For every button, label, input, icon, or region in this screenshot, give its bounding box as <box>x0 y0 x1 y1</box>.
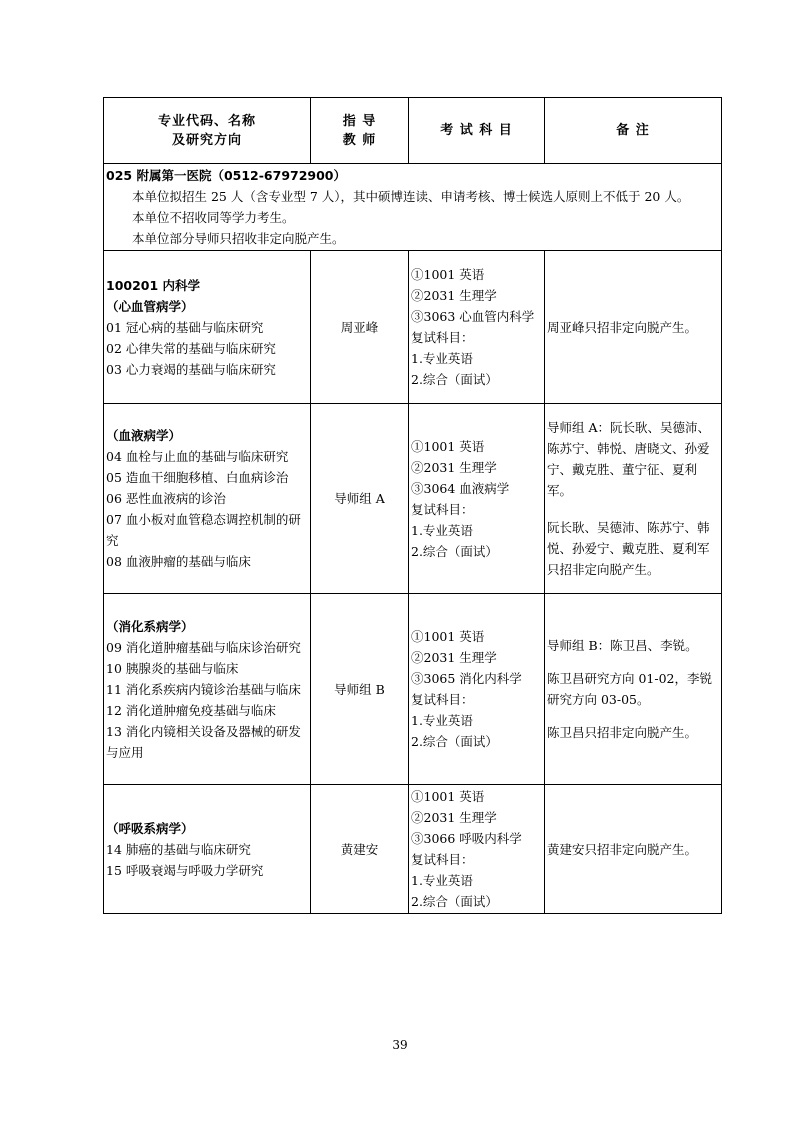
unit-note: 本单位部分导师只招收非定向脱产生。 <box>132 231 345 246</box>
direction-item: 01 冠心病的基础与临床研究 <box>106 319 264 335</box>
exam-item: 复试科目： <box>411 692 474 707</box>
exam-item: ①1001 英语 <box>411 438 485 454</box>
exam-item: 1.专业英语 <box>411 522 473 538</box>
exam-item: ③3066 呼吸内科学 <box>411 831 522 846</box>
table-header-row <box>104 98 722 164</box>
exam-item: ②2031 生理学 <box>411 288 497 303</box>
unit-note: 本单位不招收同等学力考生。 <box>132 210 295 225</box>
exam-cell <box>409 594 545 785</box>
teacher-cell: 导师组 A <box>311 404 409 594</box>
header-remarks: 备 注 <box>545 98 722 164</box>
header-exams: 考 试 科 目 <box>409 98 545 164</box>
header-major-line2: 及研究方向 <box>171 132 242 148</box>
enrollment-table <box>103 97 722 914</box>
exam-item: 复试科目： <box>411 501 474 517</box>
teacher-cell: 黄建安 <box>311 785 409 914</box>
exam-cell <box>409 785 545 914</box>
teacher-cell: 导师组 B <box>311 594 409 785</box>
header-major-line1: 专业代码、名称 <box>157 113 256 129</box>
direction-item: 03 心力衰竭的基础与临床研究 <box>106 361 276 377</box>
exam-item: 1.专业英语 <box>411 873 473 888</box>
exam-item: 2.综合（面试） <box>411 894 498 909</box>
remark-cell <box>545 594 722 785</box>
exam-item: ③3064 血液病学 <box>411 480 510 496</box>
remark-text: 周亚峰只招非定向脱产生。 <box>547 319 698 335</box>
exam-item: ①1001 英语 <box>411 629 485 644</box>
remark-cell <box>545 251 722 404</box>
direction-item: 06 恶性血液病的诊治 <box>106 491 226 506</box>
sub-discipline: （消化系病学） <box>106 618 194 634</box>
direction-item: 15 呼吸衰竭与呼吸力学研究 <box>106 862 264 878</box>
remark-text: 黄建安只招非定向脱产生。 <box>547 841 698 857</box>
direction-item: 14 肺癌的基础与临床研究 <box>106 841 251 857</box>
remark-text: 陈卫昌研究方向 01-02，李锐研究方向 03-05。 <box>547 671 713 707</box>
exam-item: 1.专业英语 <box>411 713 473 728</box>
exam-item: ③3063 心血管内科学 <box>411 309 535 324</box>
major-cell <box>104 404 311 594</box>
direction-item: 13 消化内镜相关设备及器械的研发与应用 <box>106 723 301 760</box>
remark-cell <box>545 785 722 914</box>
direction-item: 08 血液肿瘤的基础与临床 <box>106 554 251 569</box>
direction-item: 10 胰腺炎的基础与临床 <box>106 660 239 676</box>
sub-discipline: （心血管病学） <box>106 298 194 314</box>
major-cell <box>104 785 311 914</box>
direction-item: 11 消化系疾病内镜诊治基础与临床 <box>106 681 301 697</box>
direction-item: 12 消化道肿瘤免疫基础与临床 <box>106 702 276 718</box>
sub-discipline: （血液病学） <box>106 428 182 443</box>
exam-item: 2.综合（面试） <box>411 372 498 387</box>
remark-text: 导师组 A：阮长耿、吴德沛、陈苏宁、韩悦、唐晓文、孙爱宁、戴克胜、董宁征、夏利军。 <box>547 420 711 498</box>
remark-cell <box>545 404 722 594</box>
teacher-cell: 周亚峰 <box>311 251 409 404</box>
exam-cell <box>409 404 545 594</box>
exam-item: 复试科目： <box>411 330 474 345</box>
sub-discipline: （呼吸系病学） <box>106 820 194 836</box>
unit-title: 025 附属第一医院（0512-67972900） <box>106 168 347 183</box>
direction-item: 07 血小板对血管稳态调控机制的研究 <box>106 512 301 548</box>
remark-text: 阮长耿、吴德沛、陈苏宁、韩悦、孙爱宁、戴克胜、夏利军只招非定向脱产生。 <box>547 520 710 577</box>
header-teacher <box>311 98 409 164</box>
exam-item: ②2031 生理学 <box>411 810 497 825</box>
exam-item: 复试科目： <box>411 852 474 867</box>
major-cell <box>104 594 311 785</box>
exam-item: 2.综合（面试） <box>411 543 498 559</box>
exam-item: ①1001 英语 <box>411 789 485 804</box>
header-major <box>104 98 311 164</box>
table-row <box>104 594 722 785</box>
direction-item: 04 血栓与止血的基础与临床研究 <box>106 449 289 464</box>
table-row <box>104 785 722 914</box>
table-row <box>104 404 722 594</box>
header-teacher-line2: 教 师 <box>342 132 377 148</box>
direction-item: 05 造血干细胞移植、白血病诊治 <box>106 470 289 485</box>
unit-row <box>104 164 722 251</box>
exam-item: ②2031 生理学 <box>411 459 497 475</box>
direction-item: 02 心律失常的基础与临床研究 <box>106 340 276 356</box>
remark-text: 导师组 B：陈卫昌、李锐。 <box>547 638 698 653</box>
exam-item: ①1001 英语 <box>411 267 485 282</box>
table-row <box>104 251 722 404</box>
header-teacher-line1: 指 导 <box>342 113 377 129</box>
direction-item: 09 消化道肿瘤基础与临床诊治研究 <box>106 639 301 655</box>
page-number: 39 <box>392 1038 408 1052</box>
major-cell <box>104 251 311 404</box>
unit-cell <box>104 164 722 251</box>
exam-cell <box>409 251 545 404</box>
exam-item: ③3065 消化内科学 <box>411 671 522 686</box>
remark-text: 陈卫昌只招非定向脱产生。 <box>547 725 698 740</box>
unit-note: 本单位拟招生 25 人（含专业型 7 人），其中硕博连读、申请考核、博士候选人原则上不低于 20 人。 <box>132 189 690 204</box>
exam-item: ②2031 生理学 <box>411 650 497 665</box>
exam-item: 2.综合（面试） <box>411 734 498 749</box>
major-title: 100201 内科学 <box>106 277 201 293</box>
exam-item: 1.专业英语 <box>411 351 473 366</box>
